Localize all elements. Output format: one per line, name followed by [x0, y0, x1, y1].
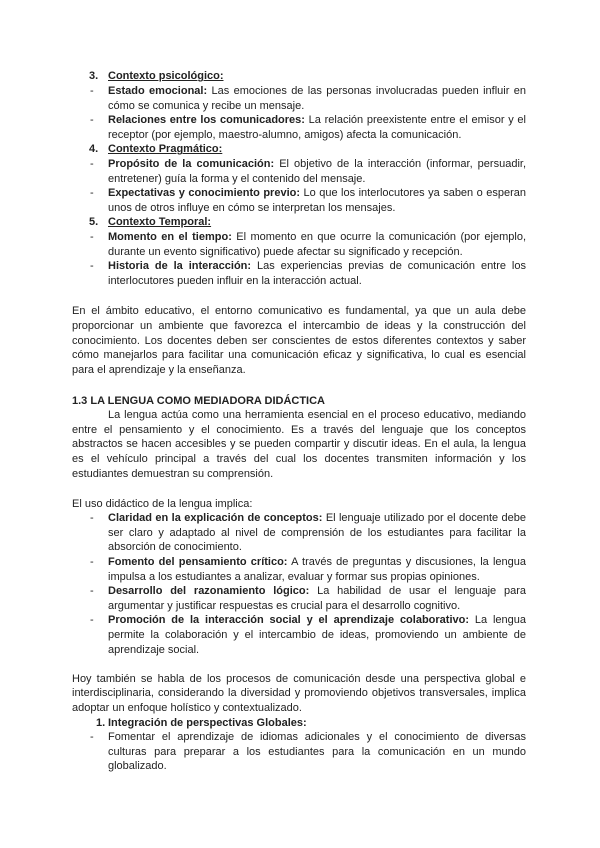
- paragraph-text: En el ámbito educativo, el entorno comunicativo es fundamental, ya que un aula debe proporcionar un ambiente que favorezca el intercambio de ideas y la construcción del conocimiento. Los docentes deben ser conscientes de estos diferentes contextos y saber cómo manejarlos para facilitar una comunicación eficaz y significativa, lo cual es esencial para el aprendizaje y la enseñanza.: [72, 305, 526, 376]
- item-term: Expectativas y conocimiento previo:: [108, 187, 301, 200]
- item-text: La lengua permite la colaboración y el intercambio de ideas, promoviendo un ambiente de aprendizaje social.: [108, 614, 526, 656]
- dash-marker: -: [90, 187, 94, 200]
- spacer: [72, 657, 526, 672]
- list-item: [72, 157, 526, 186]
- dash-marker: -: [90, 556, 94, 569]
- item-term: Estado emocional:: [108, 84, 208, 97]
- list-item: [72, 113, 526, 142]
- list-item: [72, 511, 526, 555]
- list-item: [72, 186, 526, 215]
- item-text: El objetivo de la interacción (informar, persuadir, entretener) guía la forma y el contenido del mensaje.: [108, 157, 526, 185]
- item-text: El lenguaje utilizado por el docente debe ser claro y adaptado al nivel de comprensión de los estudiantes para facilitar la absorción de conocimiento.: [108, 512, 526, 554]
- dash-marker: -: [90, 585, 94, 598]
- item-text: Lo que los interlocutores ya saben o esperan unos de otros influye en cómo se interpretan los mensajes.: [108, 187, 527, 214]
- list-number: 4.: [89, 143, 99, 156]
- dash-marker: -: [90, 731, 94, 744]
- dash-marker: -: [90, 614, 94, 627]
- item-text: Las emociones de las personas involucradas pueden influir en cómo se comunica y recibe un mensaje.: [108, 84, 527, 112]
- item-term: Propósito de la comunicación:: [108, 157, 275, 170]
- list-heading: [72, 142, 526, 157]
- list-item: [72, 555, 526, 584]
- section-1-3: [72, 394, 526, 482]
- list-heading: [72, 215, 526, 230]
- item-text: Fomentar el aprendizaje de idiomas adicionales y el conocimiento de diversas culturas para preparar a los estudiantes para la comunicación en un mundo globalizado.: [108, 731, 526, 773]
- list-item: [72, 259, 526, 288]
- item-term: Desarrollo del razonamiento lógico:: [108, 585, 310, 598]
- item-term: Promoción de la interacción social y el aprendizaje colaborativo:: [108, 614, 470, 627]
- item-text: A través de preguntas y discusiones, la lengua impulsa a los estudiantes a analizar, evaluar y formar sus propias opiniones.: [108, 556, 526, 583]
- heading-text: Contexto psicológico:: [108, 70, 224, 83]
- section-heading: 1.3 LA LENGUA COMO MEDIADORA DIDÁCTICA: [72, 394, 325, 407]
- paragraph-text: La lengua actúa como una herramienta esencial en el proceso educativo, mediando entre el pensamiento y el conocimiento. Es a través del lenguaje que los conceptos abstractos se hacen accesibles y se pueden compartir y discutir ideas. En el aula, la lengua es el vehículo principal a través del cual los docentes transmiten información y los estudiantes demuestran su comprensión.: [72, 409, 526, 480]
- dash-marker: -: [90, 230, 94, 243]
- list-number: 1.: [96, 716, 106, 729]
- list-heading: [72, 716, 526, 731]
- item-text: El momento en que ocurre la comunicación (por ejemplo, durante un evento significativo) puede afectar su significado y recepción.: [108, 230, 526, 258]
- list-item: [72, 730, 526, 774]
- dash-marker: -: [90, 84, 94, 97]
- dash-marker: -: [90, 260, 94, 273]
- list-number: 5.: [89, 216, 99, 229]
- list-item: [72, 584, 526, 613]
- item-term: Historia de la interacción:: [108, 260, 252, 273]
- item-term: Momento en el tiempo:: [108, 230, 232, 243]
- heading-text: Contexto Pragmático:: [108, 143, 223, 156]
- context-list: [72, 69, 526, 288]
- paragraph-text: Hoy también se habla de los procesos de comunicación desde una perspectiva global e interdisciplinaria, considerando la diversidad y promoviendo objetivos transversales, implica adoptar un enfoque holístico y contextualizado.: [72, 672, 526, 714]
- uso-didactico: [72, 497, 526, 774]
- item-text: Las experiencias previas de comunicación entre los interlocutores pueden influir en la interacción actual.: [108, 260, 526, 287]
- item-term: Fomento del pensamiento crítico:: [108, 556, 288, 569]
- dash-marker: -: [90, 512, 94, 525]
- item-text: La relación preexistente entre el emisor y el receptor (por ejemplo, maestro-alumno, amigos) afecta la comunicación.: [108, 114, 526, 141]
- heading-text: Contexto Temporal:: [108, 216, 212, 229]
- item-term: Claridad en la explicación de conceptos:: [108, 512, 323, 525]
- intro-text: El uso didáctico de la lengua implica:: [72, 497, 253, 510]
- heading-text: Integración de perspectivas Globales:: [108, 716, 307, 729]
- paragraph-entorno: [72, 304, 526, 377]
- item-text: La habilidad de usar el lenguaje para argumentar y justificar respuestas es crucial para el desarrollo cognitivo.: [108, 585, 526, 612]
- list-item: [72, 230, 526, 259]
- dash-marker: -: [90, 157, 94, 170]
- list-item: [72, 84, 526, 113]
- list-item: [72, 613, 526, 657]
- list-number: 3.: [89, 70, 99, 83]
- list-heading: [72, 69, 526, 84]
- dash-marker: -: [90, 114, 94, 127]
- item-term: Relaciones entre los comunicadores:: [108, 114, 305, 127]
